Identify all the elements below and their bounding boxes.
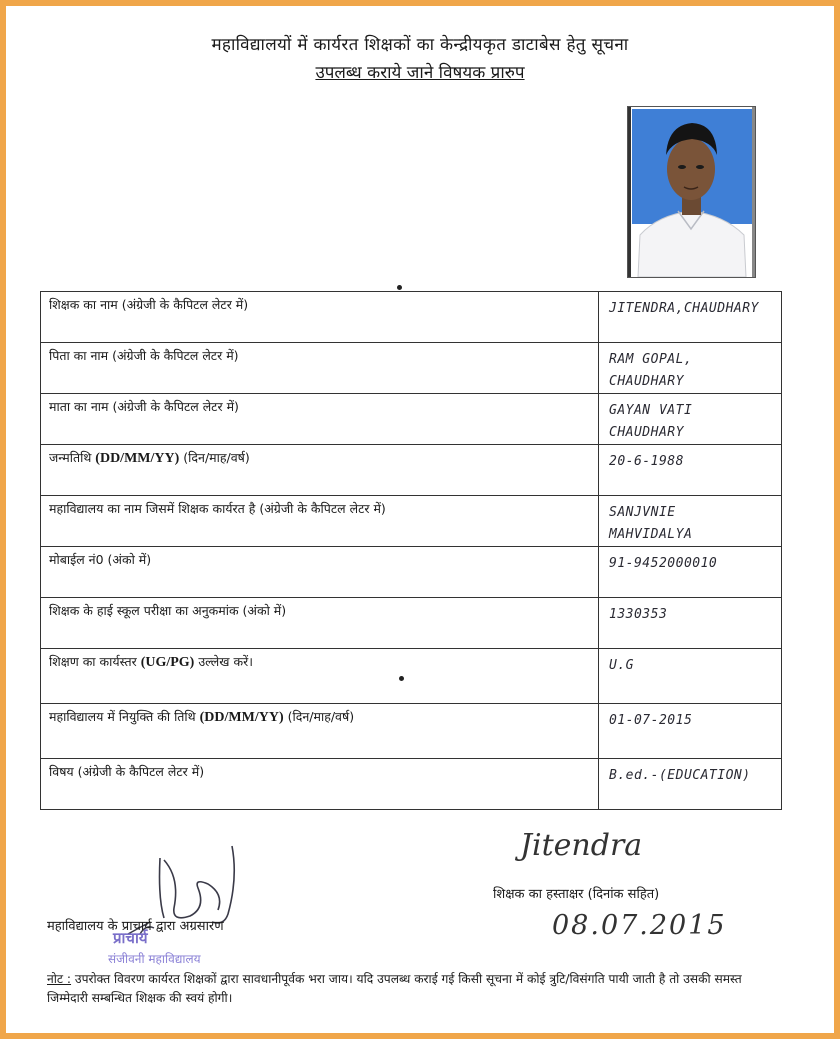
- subject-label: विषय (अंग्रेजी के कैपिटल लेटर में): [41, 759, 599, 810]
- table-row: [41, 759, 782, 810]
- value-line: RAM GOPAL, CHAUDHARY: [609, 352, 693, 389]
- roll-number-value: [599, 598, 782, 649]
- label-text: जन्मतिथि: [49, 450, 96, 465]
- teacher-name-label: शिक्षक का नाम (अंग्रेजी के कैपिटल लेटर में): [41, 292, 599, 343]
- table-row: [41, 445, 782, 496]
- signature-date: 08.07.2015: [552, 910, 727, 941]
- principal-forwarding-label: महाविद्यालय के प्राचार्य द्वारा अग्रसारण: [47, 919, 224, 934]
- page-title: महाविद्यालयों में कार्यरत शिक्षकों का केन्द्रीयकृत डाटाबेस हेतु सूचना: [211, 35, 629, 55]
- mother-name-label: माता का नाम (अंग्रेजी के कैपिटल लेटर में): [41, 394, 599, 445]
- note-text: उपरोक्त विवरण कार्यरत शिक्षकों द्वारा सावधानीपूर्वक भरा जाय। यदि उपलब्ध कराई गई किसी सूचना में कोई त्रुटि/विसंगति पायी जाती है तो उसकी समस्त जिम्मेदारी सम्बन्धित शिक्षक की स्वयं होगी।: [47, 972, 742, 1005]
- college-name-label: महाविद्यालय का नाम जिसमें शिक्षक कार्यरत है (अंग्रेजी के कैपिटल लेटर में): [41, 496, 599, 547]
- subject-value: [599, 759, 782, 810]
- note-label: नोट :: [47, 972, 72, 986]
- label-text: शिक्षण का कार्यस्तर: [49, 654, 141, 669]
- mobile-value: [599, 547, 782, 598]
- label-text: उल्लेख करें।: [194, 654, 253, 669]
- father-name-value: [599, 343, 782, 394]
- college-name-value: [599, 496, 782, 547]
- table-row: [41, 292, 782, 343]
- page-subtitle-text: उपलब्ध कराये जाने विषयक प्रारुप: [315, 63, 525, 83]
- mother-name-value: [599, 394, 782, 445]
- value-line: 1330353: [609, 607, 668, 622]
- roll-number-label: शिक्षक के हाई स्कूल परीक्षा का अनुकमांक (अंको में): [41, 598, 599, 649]
- teaching-level-label: [41, 649, 599, 704]
- teacher-name-value: [599, 292, 782, 343]
- value-line: 20-6-1988: [609, 454, 684, 469]
- label-text: (दिन/माह/वर्ष): [179, 450, 250, 465]
- value-line: U.G: [609, 658, 634, 673]
- teaching-level-value: [599, 649, 782, 704]
- label-text: महाविद्यालय में नियुक्ति की तिथि: [49, 709, 200, 724]
- table-row: [41, 343, 782, 394]
- label-format: (UG/PG): [140, 655, 195, 670]
- note-paragraph: [47, 970, 777, 1008]
- value-line: B.ed.-(EDUCATION): [609, 768, 751, 783]
- father-name-label: पिता का नाम (अंग्रेजी के कैपिटल लेटर में): [41, 343, 599, 394]
- teacher-signature: Jitendra: [520, 828, 643, 863]
- table-row: [41, 704, 782, 759]
- value-line: 01-07-2015: [609, 713, 693, 728]
- value-line: CHAUDHARY: [609, 425, 684, 440]
- table-row: [41, 649, 782, 704]
- dob-value: [599, 445, 782, 496]
- label-format: (DD/MM/YY): [95, 451, 180, 466]
- label-format: (DD/MM/YY): [199, 710, 284, 725]
- teacher-info-table: [40, 291, 782, 810]
- appointment-date-label: [41, 704, 599, 759]
- mobile-label: मोबाईल नं0 (अंको में): [41, 547, 599, 598]
- value-line: 91-9452000010: [609, 556, 718, 571]
- photo-portrait: [628, 107, 755, 277]
- value-line: MAHVIDALYA: [609, 527, 693, 542]
- table-row: [41, 496, 782, 547]
- speck-mark: [397, 285, 402, 290]
- appointment-date-value: [599, 704, 782, 759]
- principal-stamp-title: प्राचार्य: [113, 929, 148, 947]
- table-row: [41, 598, 782, 649]
- value-line: GAYAN VATI: [609, 403, 693, 418]
- page-subtitle: [0, 60, 840, 83]
- value-line: SANJVNIE: [609, 505, 676, 520]
- principal-stamp-college: संजीवनी महाविद्यालय: [108, 952, 201, 966]
- table-row: [41, 547, 782, 598]
- table-row: [41, 394, 782, 445]
- dob-label: [41, 445, 599, 496]
- value-line: JITENDRA,CHAUDHARY: [609, 301, 759, 316]
- applicant-photo: [627, 106, 756, 278]
- label-text: (दिन/माह/वर्ष): [283, 709, 355, 724]
- teacher-signature-label: शिक्षक का हस्ताक्षर (दिनांक सहित): [493, 887, 660, 902]
